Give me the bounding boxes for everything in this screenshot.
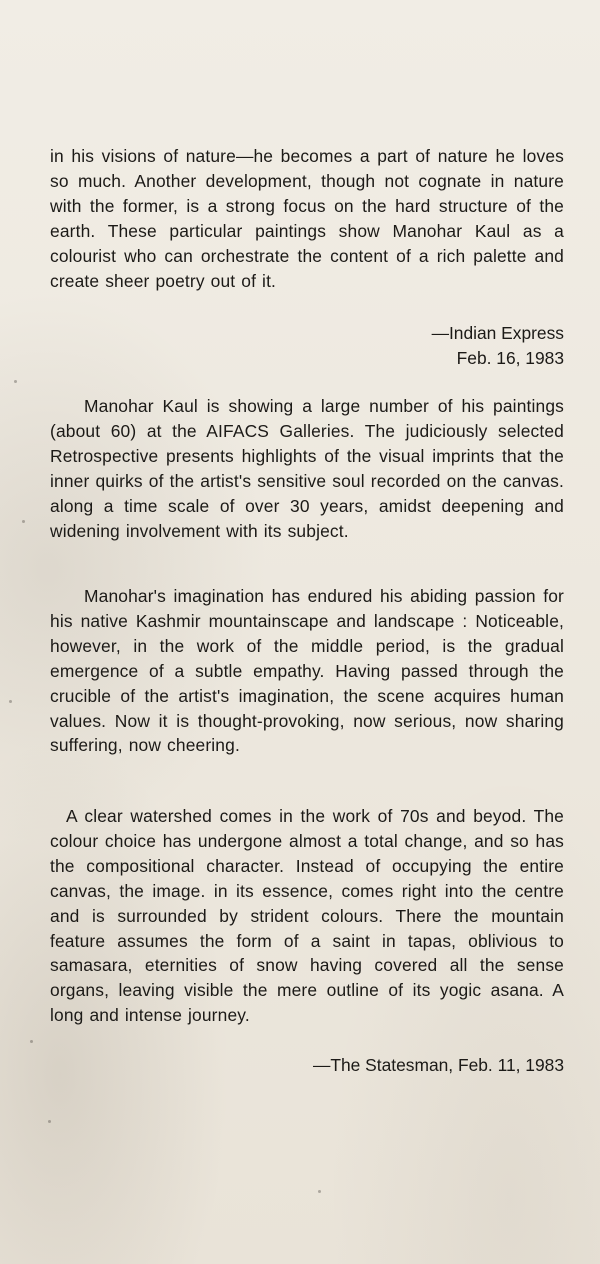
paper-speck: [48, 1120, 51, 1123]
attribution-indian-express: [432, 321, 564, 371]
paper-speck: [30, 1040, 33, 1043]
paper-speck: [22, 520, 25, 523]
paper-speck: [14, 380, 17, 383]
review-paragraph-statesman-3: A clear watershed comes in the work of 70s and beyod. The colour choice has undergone almost a total change, and so has the compositional character. Instead of occupying the entire canvas, the image. in its essence, comes right into the centre and is surrounded by strident colours. There the mountain feature assumes the form of a saint in tapas, oblivious to samasara, eternities of snow having covered all the sense organs, leaving visible the mere outline of its yogic asana. A long and intense journey.: [50, 806, 564, 1026]
attribution-statesman: —The Statesman, Feb. 11, 1983: [312, 1055, 564, 1075]
attribution-source: —Indian Express: [431, 323, 564, 343]
paper-speck: [9, 700, 12, 703]
review-paragraph-indian-express: in his visions of nature—he becomes a part of nature he loves so much. Another development, though not cognate in nature with the former, is a strong focus on the hard structure of the earth. These particular paintings show Manohar Kaul as a colourist who can orchestrate the content of a rich palette and create sheer poetry out of it.: [50, 146, 564, 291]
attribution-date: Feb. 16, 1983: [456, 347, 564, 368]
review-paragraph-statesman-2: Manohar's imagination has endured his abiding passion for his native Kashmir mountainscape and landscape : Noticeable, however, in the work of the middle period, is the gradual emergence of a subtle empathy. Having passed through the crucible of the artist's imagination, the scene acquires human values. Now it is thought-provoking, now serious, now sharing suffering, now cheering.: [50, 586, 564, 756]
review-paragraph-statesman-1: Manohar Kaul is showing a large number of his paintings (about 60) at the AIFACS Galleries. The judiciously selected Retrospective presents highlights of the visual imprints that the inner quirks of the artist's sensitive soul recorded on the canvas. along a time scale of over 30 years, amidst deepening and widening involvement with its subject.: [50, 396, 564, 541]
paper-speck: [318, 1190, 321, 1193]
